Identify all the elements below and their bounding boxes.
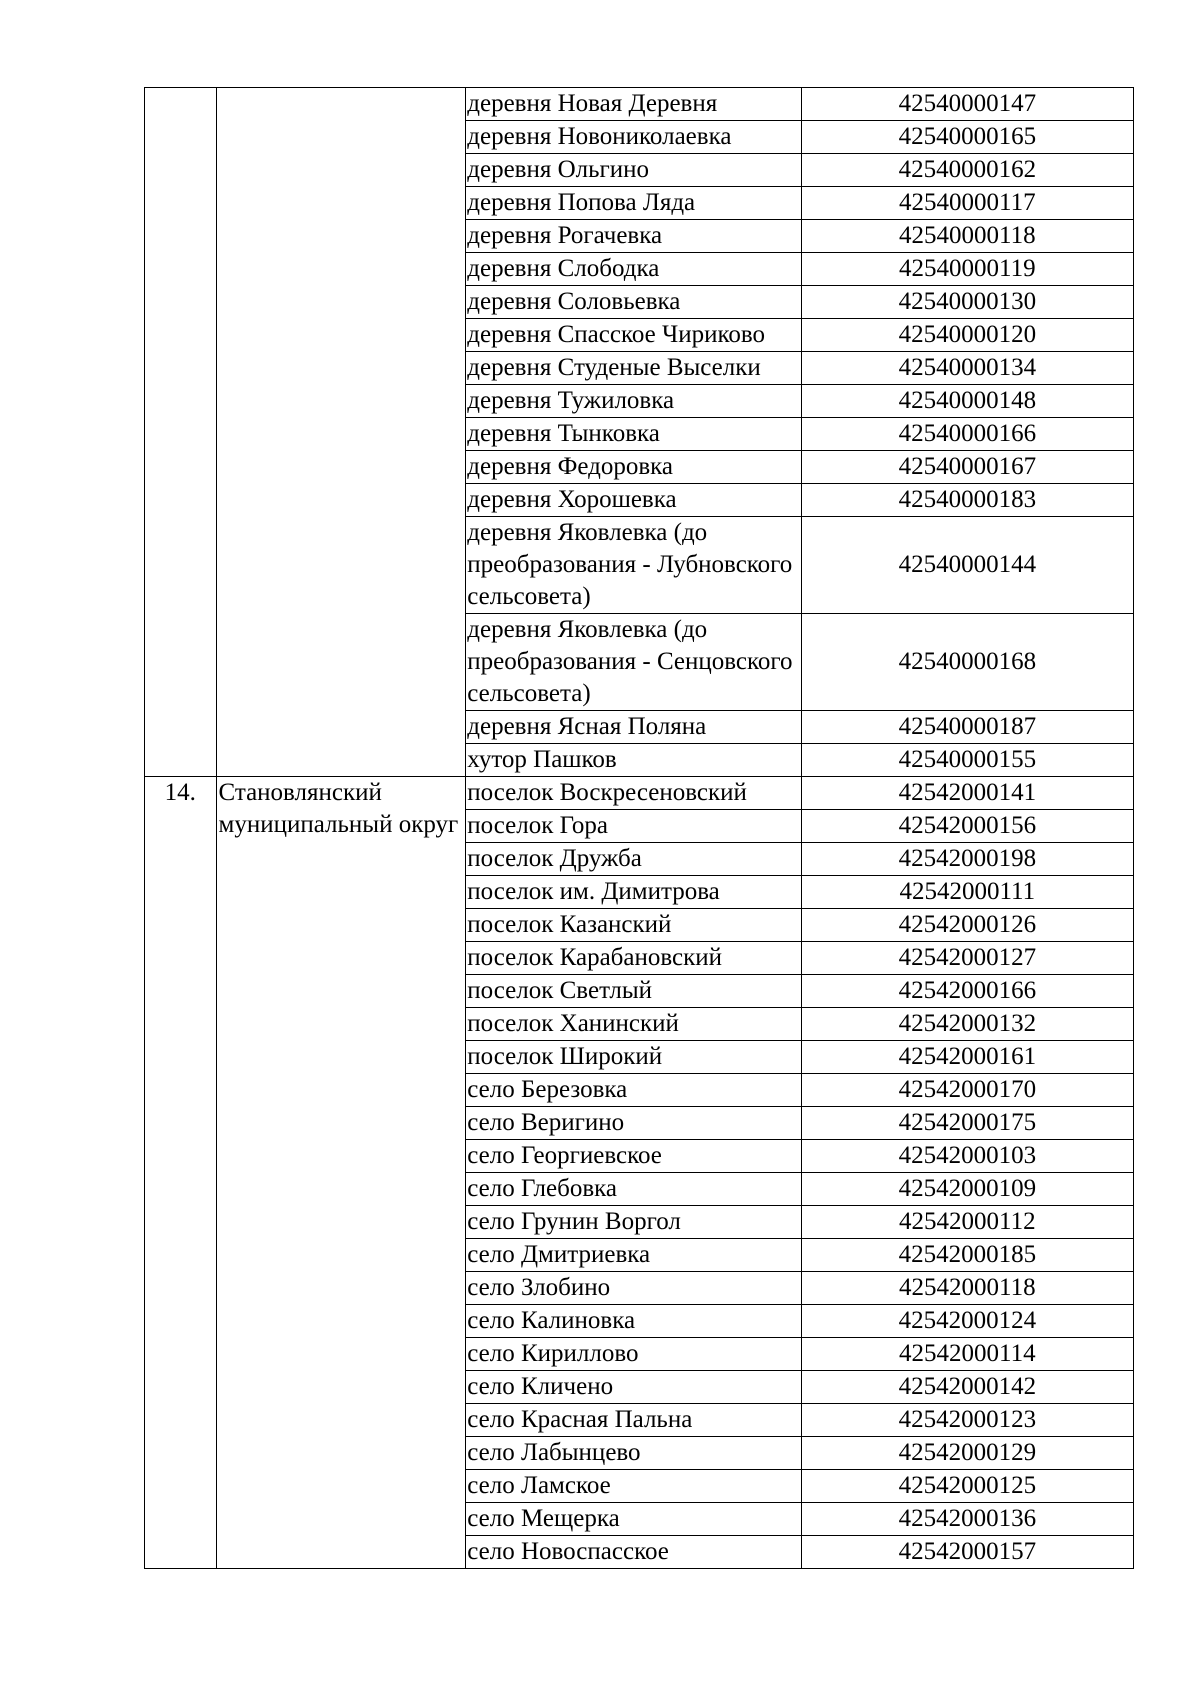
row-number-cell	[145, 88, 217, 777]
settlement-code-cell: 42542000136	[801, 1503, 1133, 1536]
settlement-code-cell: 42540000134	[801, 352, 1133, 385]
district-cell	[216, 88, 466, 777]
settlement-name-cell: село Кличено	[466, 1371, 801, 1404]
settlement-name-cell: деревня Федоровка	[466, 451, 801, 484]
settlement-name-cell: село Дмитриевка	[466, 1239, 801, 1272]
settlement-code-cell: 42542000103	[801, 1140, 1133, 1173]
settlement-code-cell: 42542000161	[801, 1041, 1133, 1074]
settlement-name-cell: село Новоспасское	[466, 1536, 801, 1569]
settlement-name-cell: деревня Ольгино	[466, 154, 801, 187]
settlement-name-cell: село Грунин Воргол	[466, 1206, 801, 1239]
settlement-code-cell: 42542000112	[801, 1206, 1133, 1239]
settlement-code-cell: 42542000111	[801, 876, 1133, 909]
settlement-code-cell: 42540000166	[801, 418, 1133, 451]
settlement-name-cell: деревня Попова Ляда	[466, 187, 801, 220]
settlement-code-cell: 42540000147	[801, 88, 1133, 121]
settlement-code-cell: 42542000185	[801, 1239, 1133, 1272]
settlement-name-cell: село Красная Пальна	[466, 1404, 801, 1437]
settlement-code-cell: 42542000157	[801, 1536, 1133, 1569]
settlement-code-cell: 42542000127	[801, 942, 1133, 975]
settlement-name-cell: деревня Новониколаевка	[466, 121, 801, 154]
settlement-code-cell: 42540000119	[801, 253, 1133, 286]
settlement-code-cell: 42542000198	[801, 843, 1133, 876]
settlement-code-cell: 42542000124	[801, 1305, 1133, 1338]
settlement-code-cell: 42540000187	[801, 711, 1133, 744]
settlement-code-cell: 42542000129	[801, 1437, 1133, 1470]
settlement-name-cell: деревня Спасское Чириково	[466, 319, 801, 352]
settlement-code-cell: 42540000148	[801, 385, 1133, 418]
settlement-name-cell: деревня Слободка	[466, 253, 801, 286]
settlement-code-cell: 42542000123	[801, 1404, 1133, 1437]
settlement-code-cell: 42542000125	[801, 1470, 1133, 1503]
settlements-table	[144, 87, 1134, 1569]
settlement-code-cell: 42540000167	[801, 451, 1133, 484]
settlement-code-cell: 42540000162	[801, 154, 1133, 187]
settlement-name-cell: село Лабынцево	[466, 1437, 801, 1470]
settlement-code-cell: 42540000144	[801, 517, 1133, 614]
settlement-name-cell: село Мещерка	[466, 1503, 801, 1536]
settlement-name-cell: село Кириллово	[466, 1338, 801, 1371]
settlement-code-cell: 42542000170	[801, 1074, 1133, 1107]
settlement-code-cell: 42540000120	[801, 319, 1133, 352]
settlement-code-cell: 42542000114	[801, 1338, 1133, 1371]
settlement-name-cell: хутор Пашков	[466, 744, 801, 777]
settlement-code-cell: 42542000118	[801, 1272, 1133, 1305]
table-row	[145, 777, 1134, 810]
settlement-code-cell: 42542000109	[801, 1173, 1133, 1206]
settlement-name-cell: поселок Карабановский	[466, 942, 801, 975]
settlement-code-cell: 42542000175	[801, 1107, 1133, 1140]
settlement-name-cell: село Березовка	[466, 1074, 801, 1107]
settlement-code-cell: 42540000118	[801, 220, 1133, 253]
settlement-name-cell: деревня Тынковка	[466, 418, 801, 451]
settlement-name-cell: поселок Дружба	[466, 843, 801, 876]
settlement-name-cell: село Веригино	[466, 1107, 801, 1140]
settlement-code-cell: 42540000168	[801, 614, 1133, 711]
settlement-name-cell: деревня Студеные Выселки	[466, 352, 801, 385]
settlement-code-cell: 42540000183	[801, 484, 1133, 517]
settlement-code-cell: 42540000117	[801, 187, 1133, 220]
settlement-name-cell: деревня Яковлевка (до преобразования - Лубновского сельсовета)	[466, 517, 801, 614]
settlement-name-cell: село Ламское	[466, 1470, 801, 1503]
settlement-code-cell: 42542000166	[801, 975, 1133, 1008]
settlement-name-cell: деревня Тужиловка	[466, 385, 801, 418]
settlement-name-cell: деревня Хорошевка	[466, 484, 801, 517]
settlement-name-cell: село Георгиевское	[466, 1140, 801, 1173]
settlement-code-cell: 42540000130	[801, 286, 1133, 319]
settlement-name-cell: деревня Ясная Поляна	[466, 711, 801, 744]
settlement-code-cell: 42542000132	[801, 1008, 1133, 1041]
settlement-name-cell: деревня Яковлевка (до преобразования - Сенцовского сельсовета)	[466, 614, 801, 711]
settlement-name-cell: поселок Воскресеновский	[466, 777, 801, 810]
settlement-code-cell: 42542000156	[801, 810, 1133, 843]
settlement-name-cell: поселок Казанский	[466, 909, 801, 942]
settlement-name-cell: деревня Рогачевка	[466, 220, 801, 253]
settlement-name-cell: поселок Гора	[466, 810, 801, 843]
settlement-name-cell: поселок Ханинский	[466, 1008, 801, 1041]
settlement-name-cell: поселок Широкий	[466, 1041, 801, 1074]
settlement-name-cell: поселок им. Димитрова	[466, 876, 801, 909]
settlement-name-cell: деревня Новая Деревня	[466, 88, 801, 121]
settlement-code-cell: 42542000126	[801, 909, 1133, 942]
settlement-code-cell: 42542000141	[801, 777, 1133, 810]
settlement-name-cell: поселок Светлый	[466, 975, 801, 1008]
settlement-code-cell: 42540000155	[801, 744, 1133, 777]
district-cell: Становлянский муниципальный округ	[216, 777, 466, 1569]
settlement-name-cell: село Калиновка	[466, 1305, 801, 1338]
settlement-name-cell: деревня Соловьевка	[466, 286, 801, 319]
settlement-code-cell: 42542000142	[801, 1371, 1133, 1404]
row-number-cell: 14.	[145, 777, 217, 1569]
settlement-name-cell: село Глебовка	[466, 1173, 801, 1206]
settlement-name-cell: село Злобино	[466, 1272, 801, 1305]
settlement-code-cell: 42540000165	[801, 121, 1133, 154]
table-row	[145, 88, 1134, 121]
table-body	[145, 88, 1134, 1569]
